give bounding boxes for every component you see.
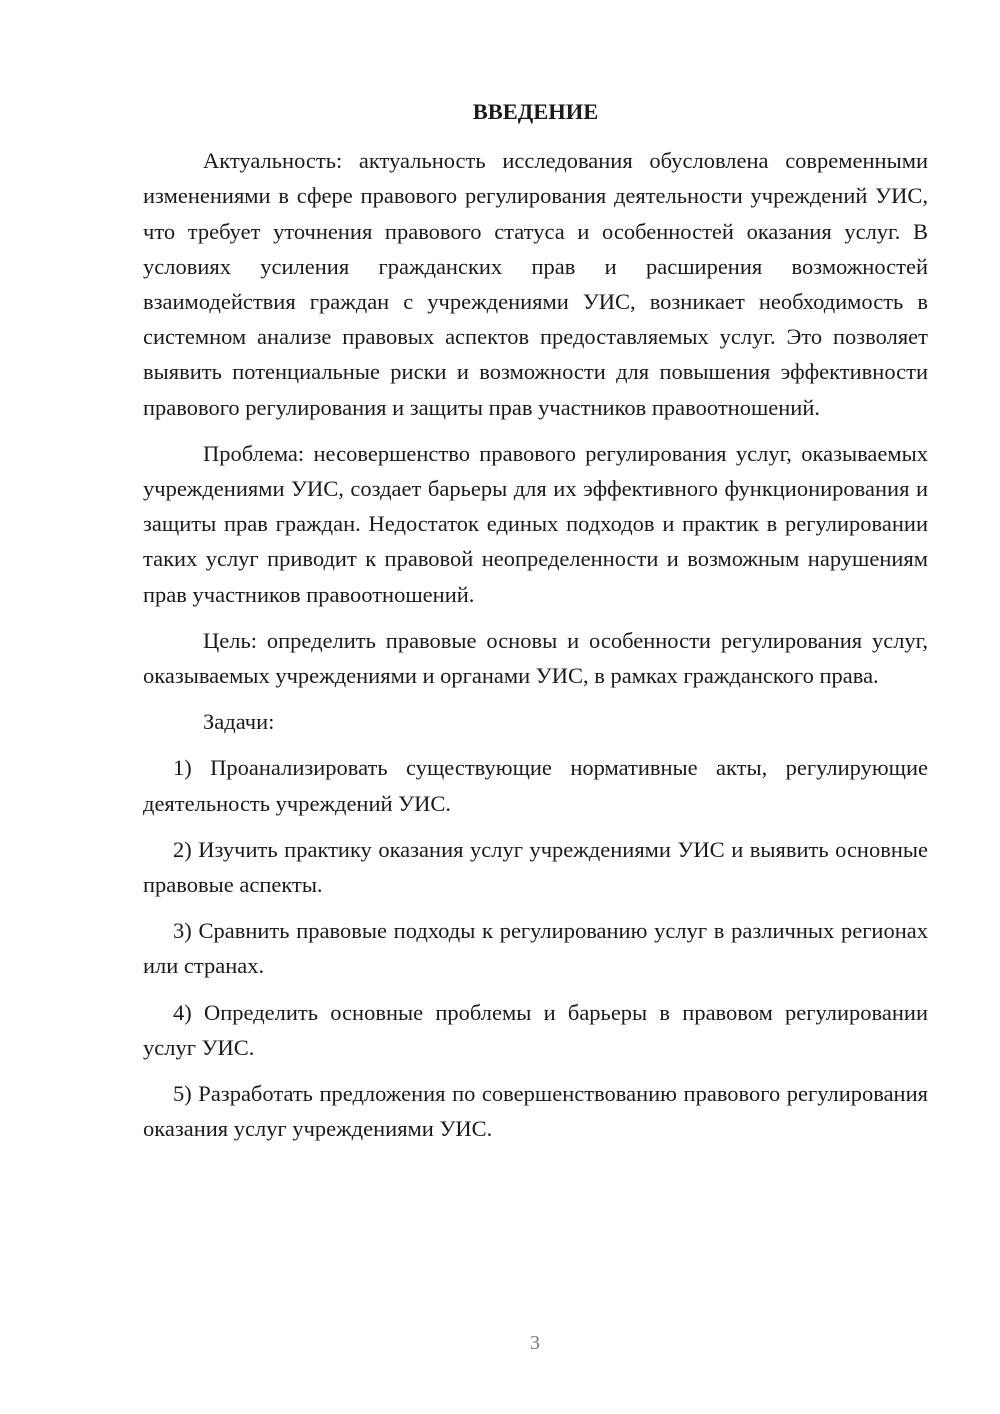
problem-paragraph: Проблема: несовершенство правового регулирования услуг, оказываемых учреждениями УИС, создает барьеры для их эффективного функционирования и защиты прав граждан. Недостаток единых подходов и практик в регулировании таких услуг приводит к правовой неопределенности и возможным нарушениям прав участников правоотношений.: [143, 440, 928, 607]
page-title: ВВЕДЕНИЕ: [472, 99, 599, 124]
tasks-heading: Задачи:: [203, 709, 275, 735]
task-item-5: 5) Разработать предложения по совершенствованию правового регулирования оказания услуг учреждениями УИС.: [143, 1081, 928, 1142]
page-content: [143, 94, 928, 1157]
page-number: 3: [530, 1332, 540, 1354]
goal-paragraph: Цель: определить правовые основы и особенности регулирования услуг, оказываемых учреждениями и органами УИС, в рамках гражданского права.: [143, 627, 928, 689]
task-item-4: 4) Определить основные проблемы и барьеры в правовом регулировании услуг УИС.: [143, 999, 928, 1060]
task-item-2: 2) Изучить практику оказания услуг учреждениями УИС и выявить основные правовые аспекты.: [143, 836, 928, 898]
task-item-1: 1) Проанализировать существующие нормативные акты, регулирующие деятельность учреждений УИС.: [143, 755, 928, 816]
relevance-paragraph: Актуальность: актуальность исследования обусловлена современными изменениями в сфере правового регулирования деятельности учреждений УИС, что требует уточнения правового статуса и особенностей оказания услуг. В условиях усиления гражданских прав и расширения возможностей взаимодействия граждан с учреждениями УИС, возникает необходимость в системном анализе правовых аспектов предоставляемых услуг. Это позволяет выявить потенциальные риски и возможности для повышения эффективности правового регулирования и защиты прав участников правоотношений.: [143, 148, 928, 420]
task-item-3: 3) Сравнить правовые подходы к регулированию услуг в различных регионах или странах.: [143, 918, 928, 979]
